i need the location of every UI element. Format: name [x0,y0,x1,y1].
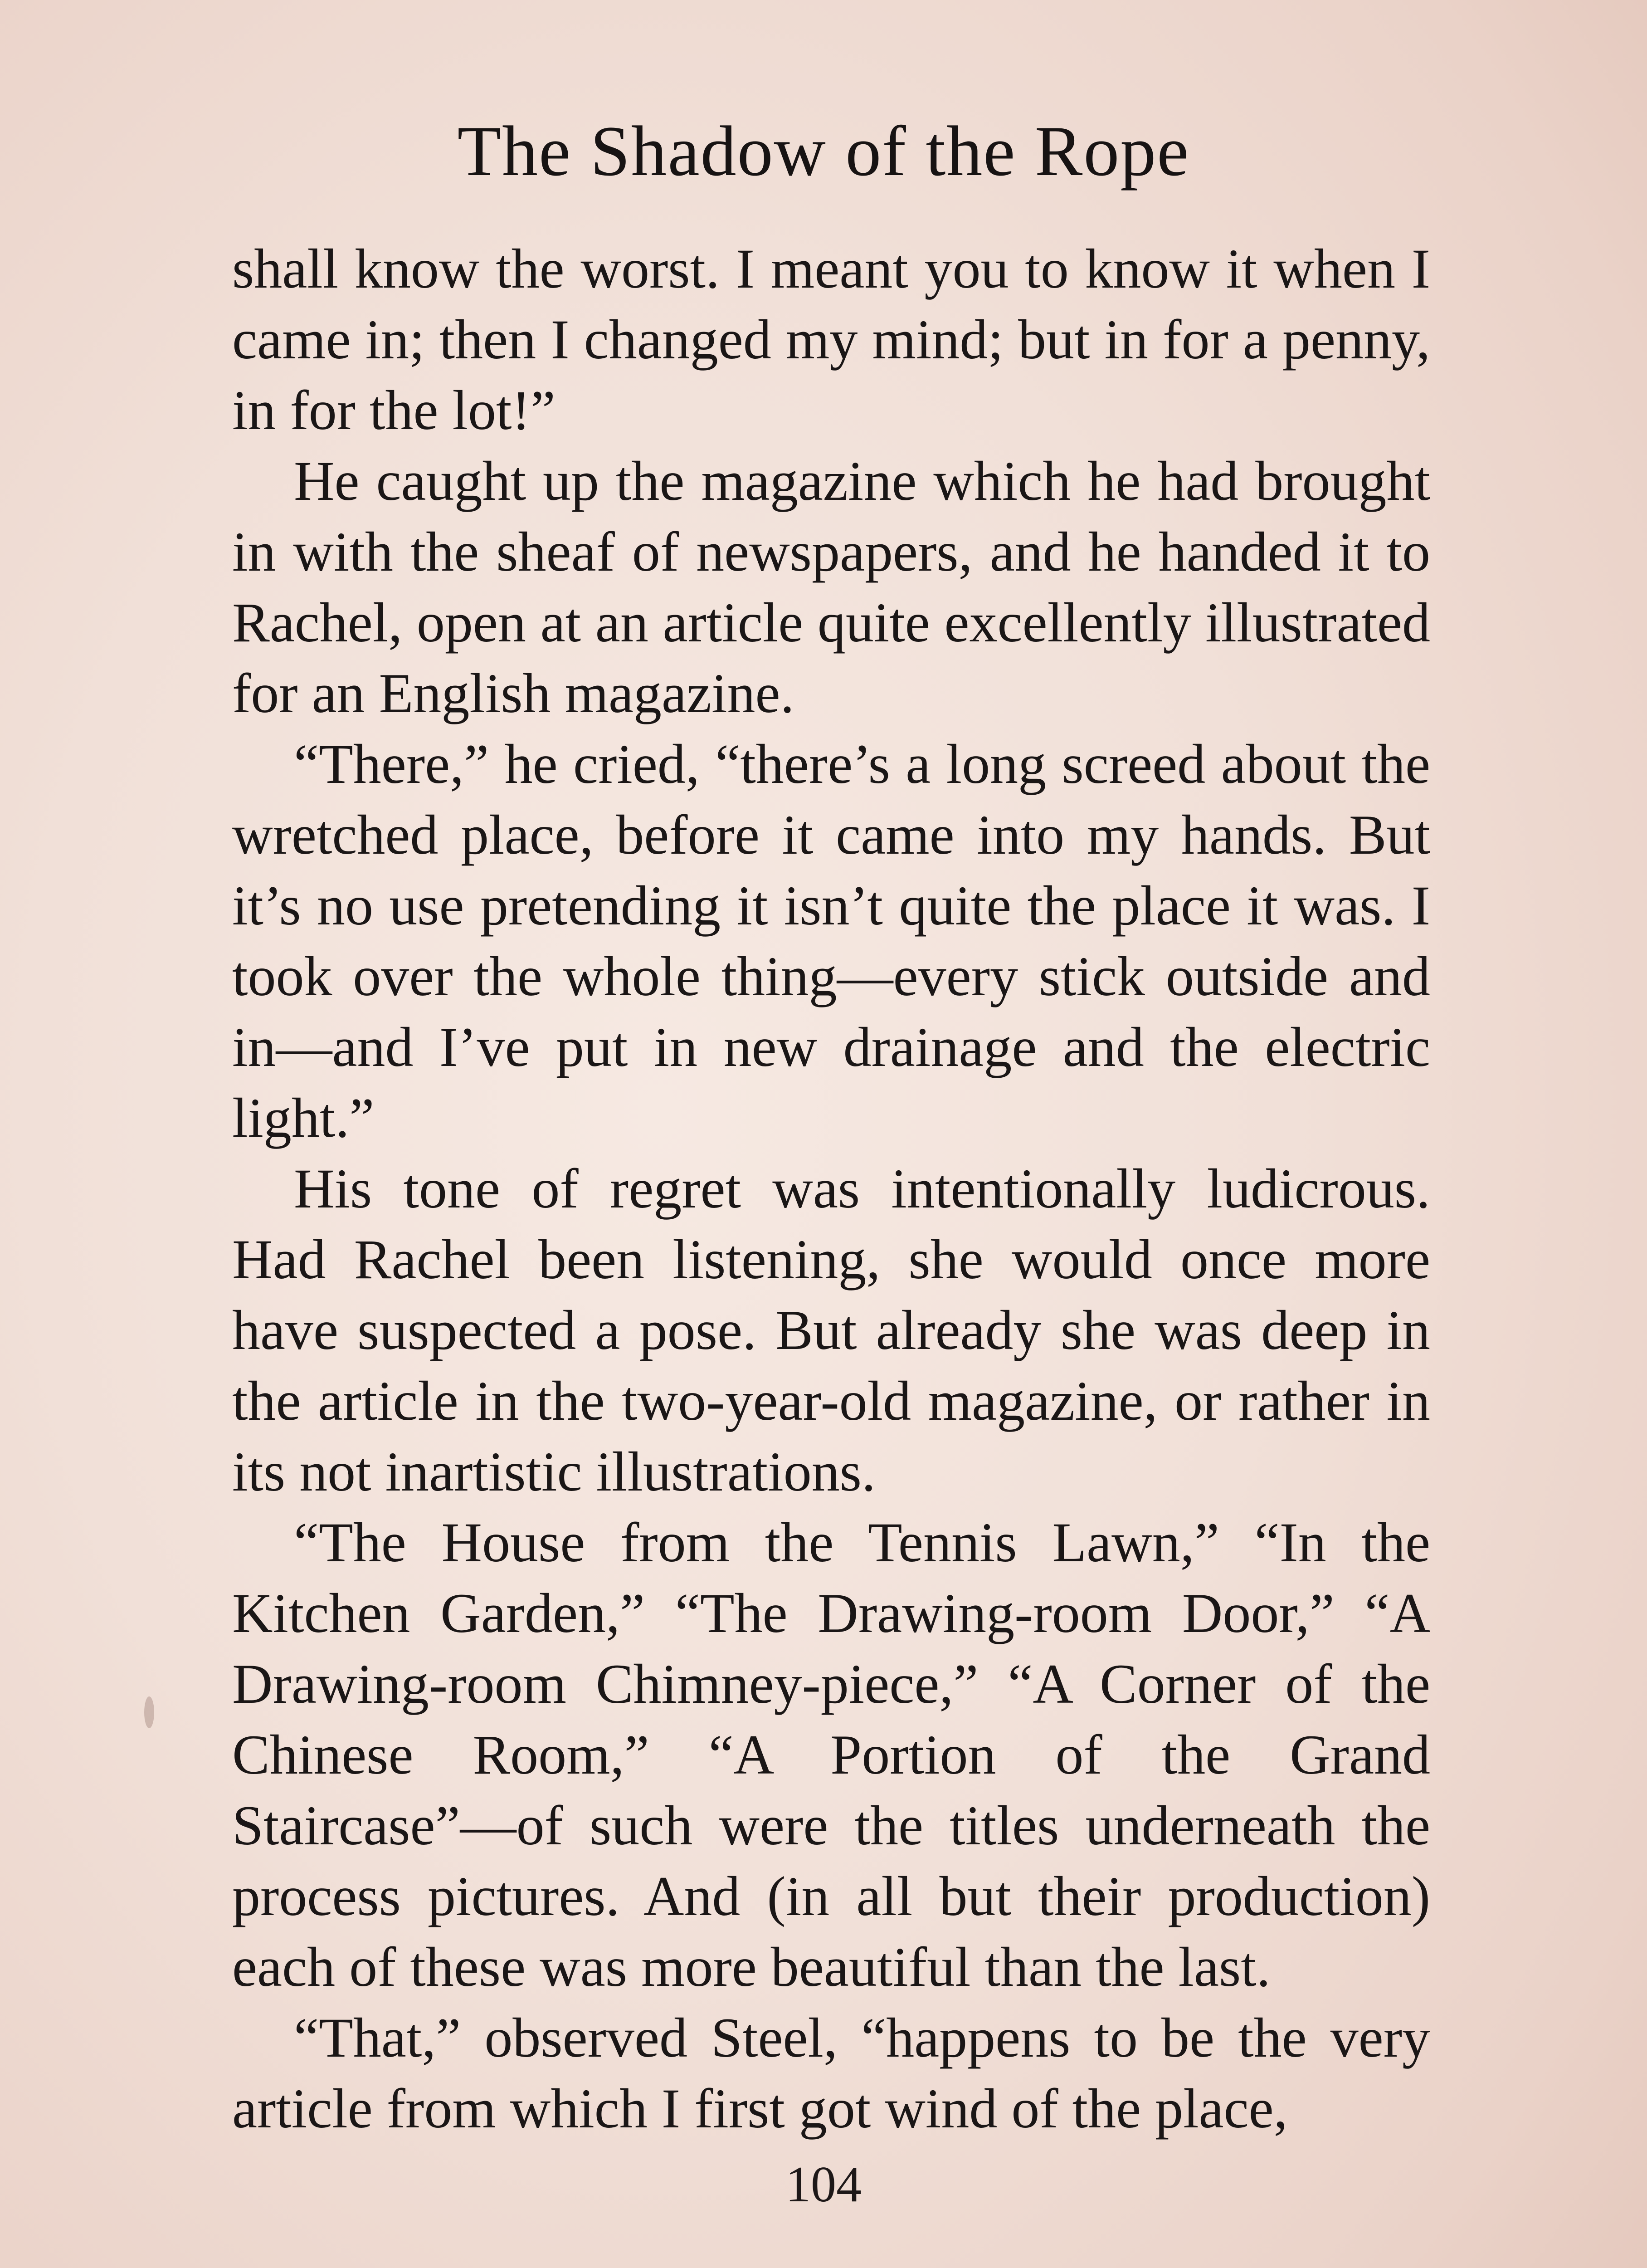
paragraph: shall know the worst. I meant you to know it when I came in; then I changed my mind; but in for a penny, in for the lot!” [232,238,1430,441]
running-head: The Shadow of the Rope [457,112,1190,191]
paragraph: “That,” observed Steel, “happens to be the very article from which I first got wind of the place, [232,2007,1430,2140]
paragraph: “The House from the Tennis Lawn,” “In the Kitchen Garden,” “The Drawing-room Door,” “A Drawing-room Chimney-piece,” “A Corner of the Chinese Room,” “A Portion of the Grand Staircase”—of such were the titles underneath the process pictures. And (in all but their production) each of these was more beautiful than the last. [232,1511,1430,1998]
paper-stain [144,1696,154,1728]
paragraph: He caught up the magazine which he had brought in with the sheaf of newspapers, and he handed it to Rachel, open at an article quite excellently illustrated for an English magazine. [232,450,1430,724]
page-number: 104 [785,2156,862,2213]
body-text [232,234,1430,2144]
paragraph: “There,” he cried, “there’s a long screed about the wretched place, before it came into my hands. But it’s no use pretending it isn’t quite the place it was. I took over the whole thing—every stick outside and in—and I’ve put in new drainage and the electric light.” [232,733,1430,1149]
paragraph: His tone of regret was intentionally ludicrous. Had Rachel been listening, she would once more have suspected a pose. But already she was deep in the article in the two-year-old magazine, or rather in its not inartistic illustrations. [232,1158,1430,1503]
